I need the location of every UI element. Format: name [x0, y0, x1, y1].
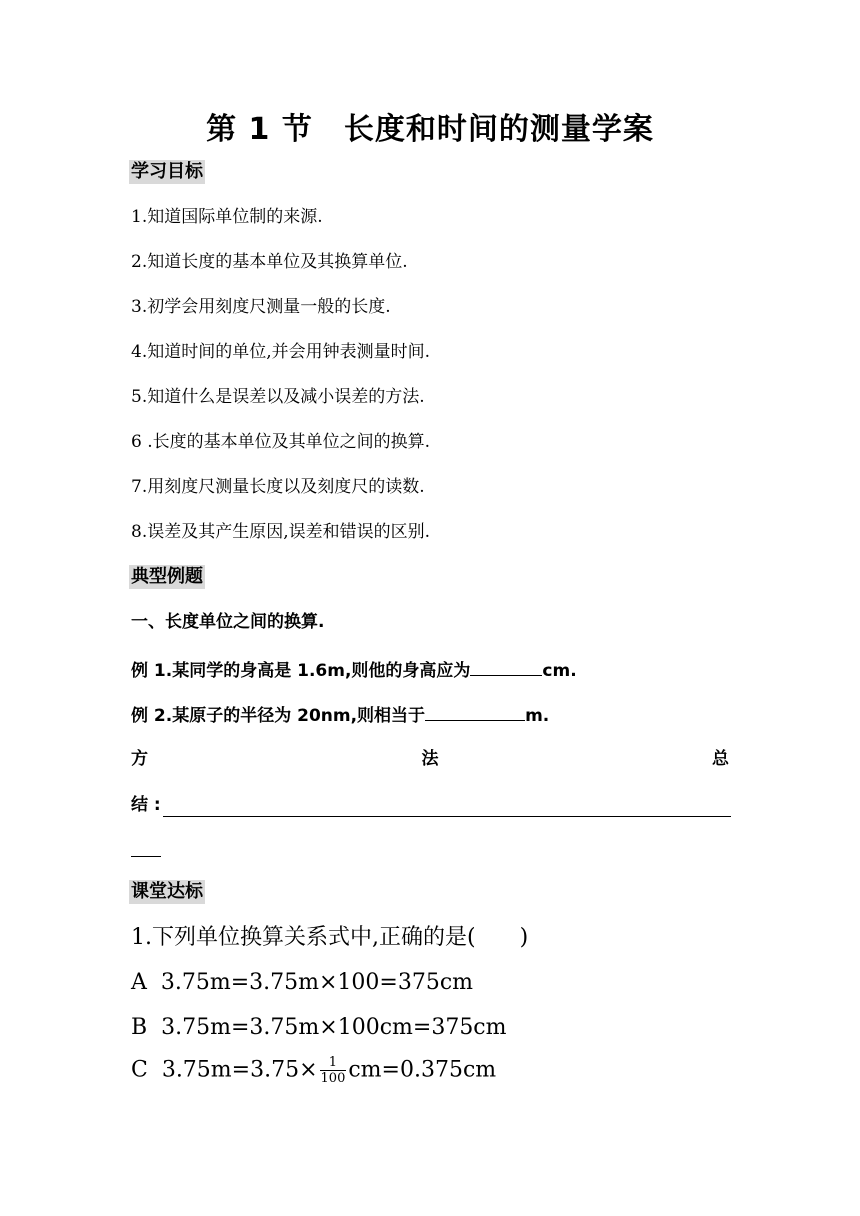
objective-item: 1.知道国际单位制的来源. [131, 207, 323, 227]
page-title: 第 1 节 长度和时间的测量学案 [206, 112, 654, 147]
example-1 [131, 657, 577, 683]
objective-item: 8.误差及其产生原因,误差和错误的区别. [131, 522, 431, 542]
example-1-unit: cm. [542, 661, 577, 681]
objective-item: 2.知道长度的基本单位及其换算单位. [131, 252, 408, 272]
option-b: B 3.75m=3.75m×100cm=375cm [131, 1015, 507, 1040]
example-2-text: 例 2.某原子的半径为 20nm,则相当于 [131, 706, 426, 726]
method-char: 方 [131, 749, 148, 769]
option-a: A 3.75m=3.75m×100=375cm [131, 970, 474, 995]
example-2 [131, 702, 549, 728]
option-c-text: C 3.75m=3.75× [131, 1057, 318, 1083]
answer-blank [425, 702, 525, 721]
section-heading-examples: 典型例题 [131, 566, 203, 587]
example-heading: 一、长度单位之间的换算. [131, 612, 325, 632]
objective-item: 5.知道什么是误差以及减小误差的方法. [131, 387, 425, 407]
practice-question: 1.下列单位换算关系式中,正确的是( ) [131, 925, 529, 950]
summary-label: 结 : [131, 795, 161, 815]
objective-item: 4.知道时间的单位,并会用钟表测量时间. [131, 342, 431, 362]
summary-blank [163, 794, 731, 817]
option-c-result: cm=0.375cm [348, 1057, 497, 1083]
example-1-text: 例 1.某同学的身高是 1.6m,则他的身高应为 [131, 661, 471, 681]
fraction [320, 1055, 347, 1086]
example-2-unit: m. [525, 706, 550, 726]
objective-item: 7.用刻度尺测量长度以及刻度尺的读数. [131, 477, 425, 497]
method-char: 总 [712, 749, 729, 769]
fraction-denominator: 100 [320, 1071, 346, 1086]
section-heading-objectives: 学习目标 [131, 161, 203, 182]
fraction-numerator: 1 [320, 1055, 347, 1071]
option-c [131, 1055, 496, 1086]
method-char: 法 [421, 749, 439, 769]
objective-item: 3.初学会用刻度尺测量一般的长度. [131, 297, 391, 317]
section-heading-practice: 课堂达标 [131, 881, 203, 902]
answer-blank [470, 657, 542, 676]
method-summary-line [131, 793, 731, 817]
objective-item: 6 .长度的基本单位及其单位之间的换算. [131, 432, 431, 452]
method-summary-heading [131, 747, 729, 771]
summary-blank-continuation [131, 856, 161, 857]
